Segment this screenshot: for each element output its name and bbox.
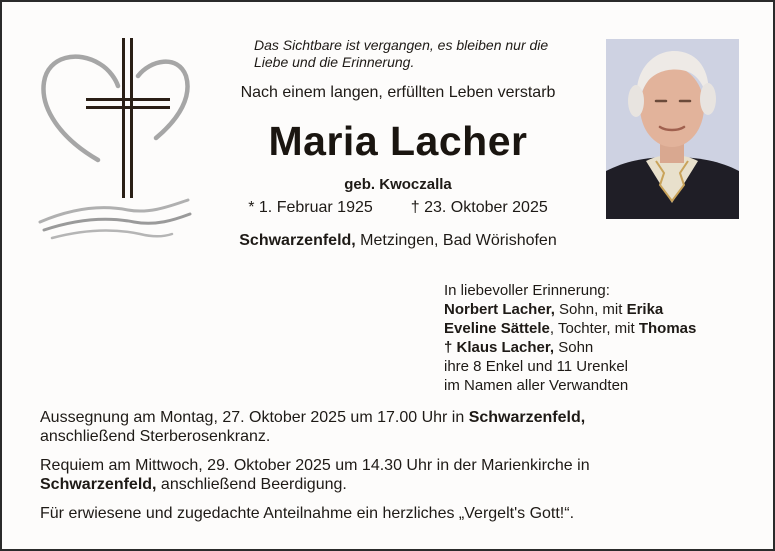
requiem-note <box>40 456 760 494</box>
mourner-line: ihre 8 Enkel und 11 Urenkel <box>444 358 628 375</box>
life-dates <box>217 199 579 217</box>
deceased-name: Maria Lacher <box>268 118 528 164</box>
funeral-notes <box>40 408 760 533</box>
mourner-name: Eveline Sättele <box>444 320 550 337</box>
mourner-partner: Thomas <box>638 320 697 337</box>
quote-line: Das Sichtbare ist vergangen, es bleiben nur die <box>254 37 549 53</box>
mourner-name: Norbert Lacher, <box>444 301 555 318</box>
mourner-relation: , Tochter, mit <box>549 320 639 337</box>
mourner-line: im Namen aller Verwandten <box>444 377 629 394</box>
birth-name: geb. Kwoczalla <box>344 176 452 193</box>
note-place: Schwarzenfeld, <box>468 409 586 426</box>
mourner-line <box>444 338 764 357</box>
mourner-partner: Erika <box>626 301 664 318</box>
mourner-relation: Sohn, mit <box>554 301 627 318</box>
note-text: anschließend Sterberosenkranz. <box>40 428 271 445</box>
intro-text: Nach einem langen, erfüllten Leben verstarb <box>240 84 556 101</box>
thanks-note: Für erwiesene und zugedachte Anteilnahme ein herzliches „Vergelt's Gott!“. <box>40 505 575 522</box>
death-date: † 23. Oktober 2025 <box>410 199 548 216</box>
note-text: Aussegnung am Montag, 27. Oktober 2025 um 17.00 Uhr in <box>40 409 469 426</box>
mourner-line <box>444 300 764 319</box>
places <box>212 232 584 250</box>
mourners-block <box>444 281 764 395</box>
birth-date: * 1. Februar 1925 <box>248 199 373 216</box>
place-others: Metzingen, Bad Wörishofen <box>355 232 557 249</box>
portrait-photo <box>606 39 739 219</box>
mourner-line <box>444 319 764 338</box>
heart-cross-waves-icon <box>38 34 192 248</box>
mourner-relation: Sohn <box>554 339 594 356</box>
mourners-heading: In liebevoller Erinnerung: <box>444 282 610 299</box>
mourner-name: † Klaus Lacher, <box>444 339 555 356</box>
quote <box>254 37 594 71</box>
quote-line: Liebe und die Erinnerung. <box>254 54 415 70</box>
note-place: Schwarzenfeld, <box>40 476 157 493</box>
blessing-note <box>40 408 760 446</box>
note-text: anschließend Beerdigung. <box>156 476 347 493</box>
place-primary: Schwarzenfeld, <box>239 232 356 249</box>
note-text: Requiem am Mittwoch, 29. Oktober 2025 um 14.30 Uhr in der Marienkirche in <box>40 457 590 474</box>
